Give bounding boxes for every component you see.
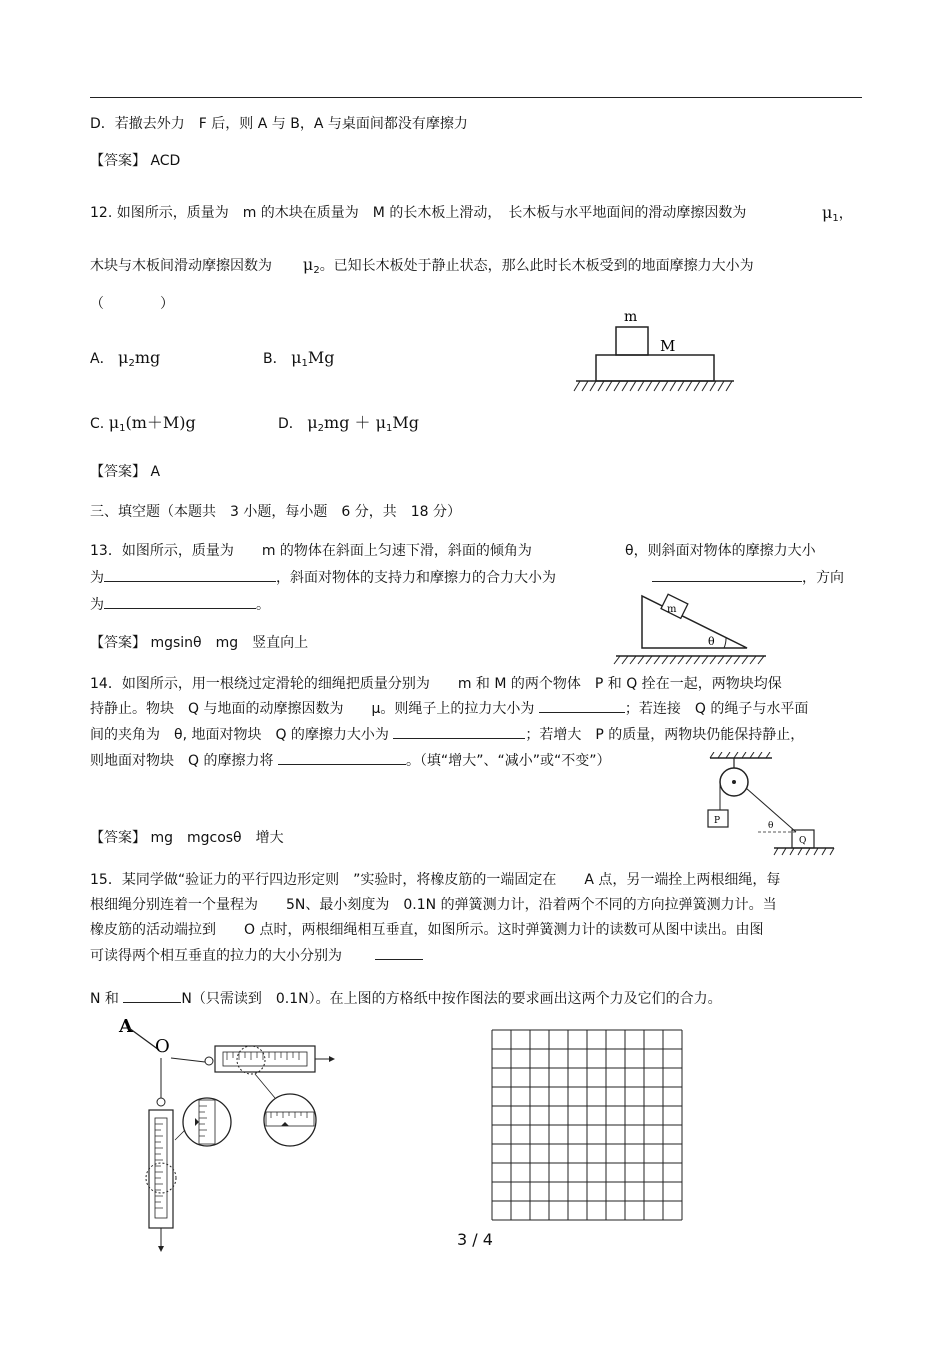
ground-hatch: [614, 656, 764, 664]
blank-force1[interactable]: [375, 945, 423, 960]
q12-line2: 木块与木板间滑动摩擦因数为 $\mu_2$。已知长木板处于静止状态，那么此时长木板受到的地面摩擦力大小为: [90, 255, 754, 276]
q13-line2-end: ，方向: [652, 567, 844, 588]
q12-option-b: B． $\mu_1Mg$: [263, 348, 335, 369]
horizontal-balance: [205, 1046, 335, 1074]
q12-line1: 12. 如图所示，质量为 m 的木块在质量为 M 的长木板上滑动， 长木板与水平地面间的滑动摩擦因数为: [90, 205, 747, 221]
board-M: [596, 355, 714, 381]
q14-figure: [696, 752, 841, 860]
floor-hatch: [774, 848, 834, 855]
q12-mu1: $\mu_1$，: [822, 203, 853, 224]
answer-text: ACD: [150, 153, 181, 169]
blank-resultant[interactable]: [652, 567, 802, 582]
ceiling-hatch: [710, 752, 770, 758]
q12-answer: 【答案】 A: [90, 464, 161, 480]
blank-friction[interactable]: [104, 567, 276, 582]
grid-lines: [492, 1030, 682, 1220]
q13-line2: 为 ，斜面对物体的支持力和摩擦力的合力大小为: [90, 567, 556, 588]
incline: [642, 596, 747, 648]
q15-line2: 根细绳分别连着一个量程为 5N、最小刻度为 0.1N 的弹簧测力计，沿着两个不同的方向拉弹簧测力计。当: [90, 897, 777, 913]
q15-line3: 橡皮筋的活动端拉到 O 点时，两根细绳相互垂直，如图所示。这时弹簧测力计的读数可从图中读出。由图: [90, 922, 764, 938]
q13-line1-theta: θ，则斜面对物体的摩擦力大小: [625, 543, 816, 559]
vertical-balance: [146, 1098, 176, 1252]
label-theta: θ: [708, 635, 715, 648]
q15-line5: N 和 N（只需读到 0.1N）。在上图的方格纸中按作图法的要求画出这两个力及它们的合力。: [90, 988, 722, 1009]
label-p: P: [714, 816, 721, 826]
q12-option-d: D． $\mu_2mg + \mu_1Mg$: [278, 413, 420, 434]
q14-line1: 14．如图所示，用一根绕过定滑轮的细绳把质量分别为 m 和 M 的两个物体 P 和 Q 拴在一起，两物块均保: [90, 676, 782, 692]
q14-line2: 持静止。物块 Q 与地面的动摩擦因数为 μ。则绳子上的拉力大小为 ；若连接 Q 的绳子与水平面: [90, 698, 808, 719]
q12-option-c: C. $\mu_1(m+M)g$: [90, 413, 196, 434]
blank-force2[interactable]: [123, 988, 181, 1003]
q14-line3: 间的夹角为 θ, 地面对物块 Q 的摩擦力大小为 ；若增大 P 的质量，两物块仍能保持静止，: [90, 724, 804, 745]
header-rule: [90, 97, 862, 98]
label-M: M: [660, 337, 676, 355]
q13-figure: [612, 588, 772, 666]
q12-paren: （ ）: [90, 296, 174, 312]
blank-direction[interactable]: [104, 594, 256, 609]
q14-line4: 则地面对物块 Q 的摩擦力将 。（填“增大”、“减小”或“不变”）: [90, 750, 610, 771]
angle-arc: [724, 638, 726, 648]
q15-spring-figure: [115, 1010, 350, 1255]
label-a: A: [119, 1016, 133, 1037]
label-m: m: [667, 604, 677, 615]
page-number: 3 / 4: [457, 1230, 493, 1249]
label-theta: θ: [768, 821, 774, 831]
q12-figure: [570, 305, 740, 395]
string-horizontal: [171, 1058, 205, 1062]
zoom-circle-horizontal: [255, 1074, 316, 1146]
label-o: O: [155, 1036, 170, 1057]
blank-friction-q[interactable]: [393, 724, 525, 739]
label-q: Q: [799, 836, 807, 846]
block-m: [616, 327, 648, 355]
q12-option-a: A． $\mu_2mg$: [90, 348, 161, 369]
q15-line1: 15．某同学做“验证力的平行四边形定则 ”实验时，将橡皮筋的一端固定在 A 点，另一端拴上两根细绳，每: [90, 872, 781, 888]
q13-line3: 为 。: [90, 594, 270, 615]
answer-label: 【答案】: [90, 153, 146, 169]
blank-tension[interactable]: [539, 698, 625, 713]
q15-grid-paper[interactable]: [490, 1028, 686, 1224]
label-m: m: [624, 309, 638, 325]
section3-title: 三、填空题（本题共 3 小题，每小题 6 分，共 18 分）: [90, 504, 461, 520]
q14-answer: 【答案】 mg mgcosθ 增大: [90, 830, 284, 846]
q11-option-d: D．若撤去外力 F 后，则 A 与 B，A 与桌面间都没有摩擦力: [90, 116, 468, 132]
q15-line4: 可读得两个相互垂直的拉力的大小分别为: [90, 945, 423, 966]
ground-hatch: [574, 381, 732, 391]
q11-answer: [90, 151, 180, 171]
pulley-axle: [732, 780, 736, 784]
blank-change[interactable]: [278, 750, 406, 765]
q13-answer: 【答案】 mgsinθ mg 竖直向上: [90, 635, 309, 651]
zoom-circle-vertical: [175, 1098, 231, 1146]
q13-line1: 13．如图所示，质量为 m 的物体在斜面上匀速下滑，斜面的倾角为: [90, 543, 532, 559]
